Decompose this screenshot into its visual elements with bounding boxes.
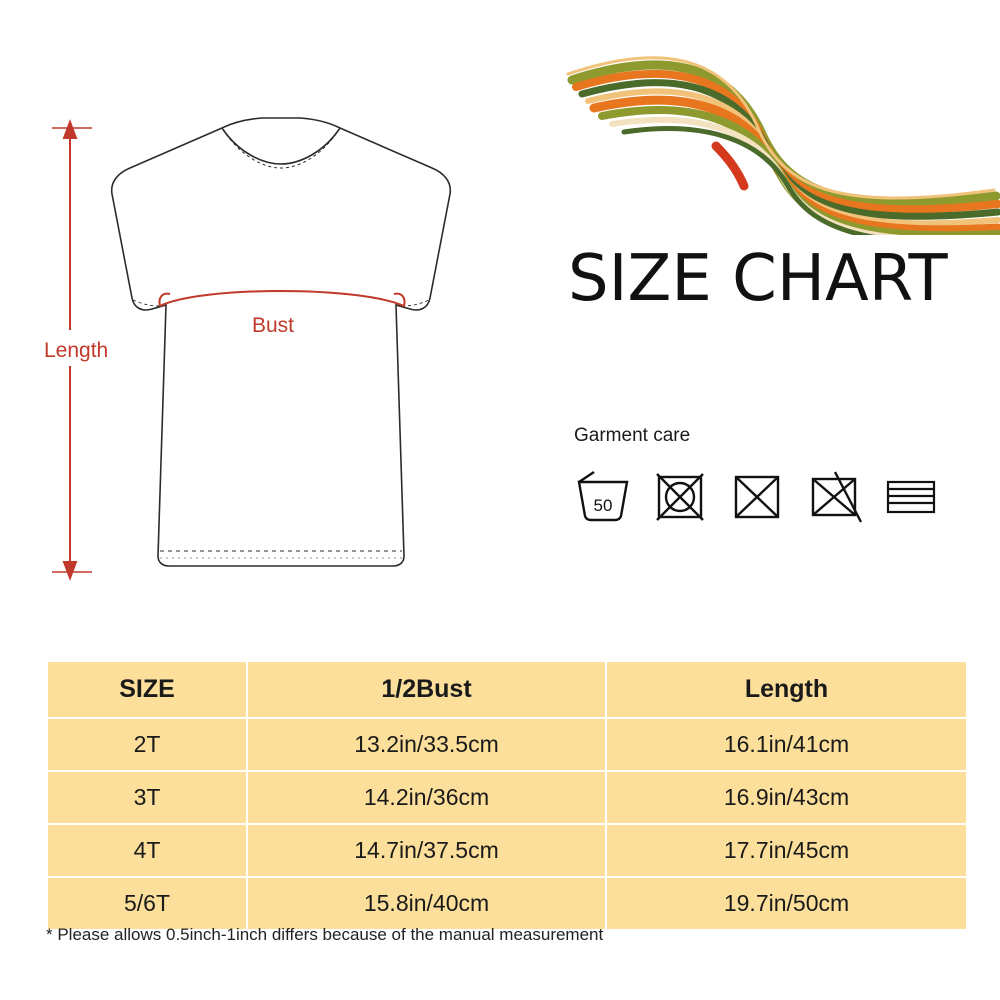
title-panel xyxy=(548,0,1000,632)
do-not-dry-clean-icon xyxy=(805,466,863,524)
wash-50-icon xyxy=(574,466,632,524)
cell-bust: 14.2in/36cm xyxy=(247,771,606,824)
cell-length: 16.1in/41cm xyxy=(606,718,967,771)
cell-length: 17.7in/45cm xyxy=(606,824,967,877)
cell-bust: 15.8in/40cm xyxy=(247,877,606,930)
table-row xyxy=(47,718,967,771)
garment-care-label: Garment care xyxy=(574,425,691,446)
bust-label: Bust xyxy=(252,314,295,337)
table-row xyxy=(47,877,967,930)
cell-size: 5/6T xyxy=(47,877,247,930)
table-header-bust: 1/2Bust xyxy=(247,661,606,718)
table-header-row xyxy=(47,661,967,718)
table-header-size: SIZE xyxy=(47,661,247,718)
garment-care-icon-row xyxy=(574,466,940,524)
cell-length: 16.9in/43cm xyxy=(606,771,967,824)
decorative-ribbon-graphic xyxy=(566,20,1000,235)
do-not-tumble-dry-icon xyxy=(651,466,709,524)
cell-bust: 14.7in/37.5cm xyxy=(247,824,606,877)
wash-temperature-value: 50 xyxy=(593,496,613,515)
garment-illustration-panel xyxy=(0,0,548,632)
size-table xyxy=(46,660,968,931)
line-dry-icon xyxy=(882,466,940,524)
length-label: Length xyxy=(44,339,109,362)
table-row xyxy=(47,824,967,877)
do-not-bleach-icon xyxy=(728,466,786,524)
cell-bust: 13.2in/33.5cm xyxy=(247,718,606,771)
cell-length: 19.7in/50cm xyxy=(606,877,967,930)
cell-size: 4T xyxy=(47,824,247,877)
cell-size: 2T xyxy=(47,718,247,771)
table-row xyxy=(47,771,967,824)
size-table-wrapper xyxy=(46,660,954,931)
measurement-disclaimer: * Please allows 0.5inch-1inch differs because of the manual measurement xyxy=(46,925,604,944)
tshirt-diagram xyxy=(0,0,548,632)
page-title: SIZE CHART xyxy=(568,242,948,316)
cell-size: 3T xyxy=(47,771,247,824)
table-header-length: Length xyxy=(606,661,967,718)
